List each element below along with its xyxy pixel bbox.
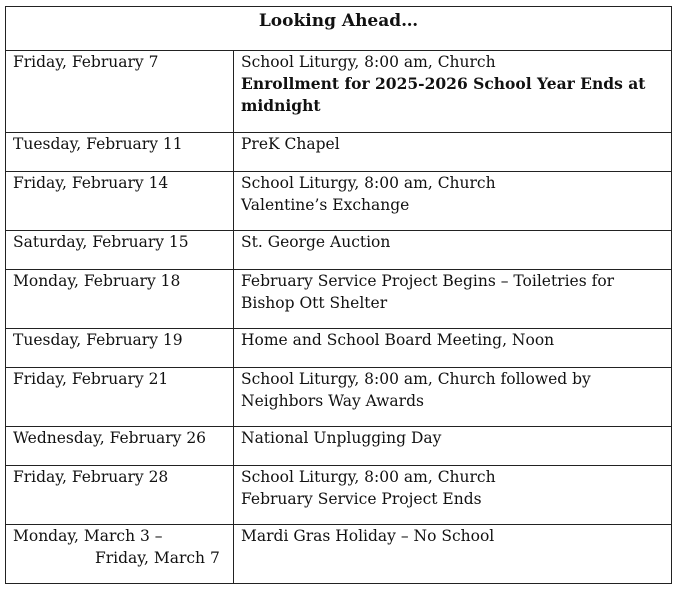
event-description	[234, 133, 672, 172]
event-description	[234, 427, 672, 466]
table-row	[6, 133, 672, 172]
event-line: National Unplugging Day	[241, 429, 442, 447]
event-description	[234, 466, 672, 525]
table-row	[6, 329, 672, 368]
event-line: Home and School Board Meeting, Noon	[241, 331, 555, 349]
event-date: Friday, February 7	[6, 51, 234, 133]
event-date	[6, 525, 234, 584]
event-date: Tuesday, February 11	[6, 133, 234, 172]
event-line: February Service Project Ends	[241, 490, 482, 508]
event-date-end: Friday, March 7	[95, 549, 220, 567]
table-row	[6, 231, 672, 270]
table-row	[6, 466, 672, 525]
event-date: Friday, February 21	[6, 368, 234, 427]
event-line-bold: Enrollment for 2025-2026 School Year Ends at midnight	[241, 74, 646, 115]
event-date-start: Monday, March 3 –	[13, 527, 163, 545]
event-line: School Liturgy, 8:00 am, Church	[241, 468, 496, 486]
event-description	[234, 368, 672, 427]
table-row	[6, 427, 672, 466]
event-date: Friday, February 28	[6, 466, 234, 525]
table-row	[6, 525, 672, 584]
event-description	[234, 172, 672, 231]
event-line: St. George Auction	[241, 233, 391, 251]
table-header-row	[6, 7, 672, 51]
event-date: Wednesday, February 26	[6, 427, 234, 466]
table-row	[6, 51, 672, 133]
event-date: Monday, February 18	[6, 270, 234, 329]
table-row	[6, 172, 672, 231]
table-row	[6, 270, 672, 329]
event-description	[234, 231, 672, 270]
event-line: School Liturgy, 8:00 am, Church followed by Neighbors Way Awards	[241, 370, 591, 410]
events-table	[5, 6, 672, 584]
event-description	[234, 270, 672, 329]
event-line: Mardi Gras Holiday – No School	[241, 527, 495, 545]
event-description	[234, 329, 672, 368]
event-date: Saturday, February 15	[6, 231, 234, 270]
event-line: School Liturgy, 8:00 am, Church	[241, 174, 496, 192]
event-line: Valentine’s Exchange	[241, 196, 410, 214]
event-description	[234, 51, 672, 133]
table-row	[6, 368, 672, 427]
event-line: School Liturgy, 8:00 am, Church	[241, 53, 496, 71]
event-line: PreK Chapel	[241, 135, 340, 153]
table-title: Looking Ahead…	[6, 7, 672, 51]
event-line: February Service Project Begins – Toiletries for Bishop Ott Shelter	[241, 272, 615, 312]
event-description	[234, 525, 672, 584]
events-body	[6, 51, 672, 584]
event-date: Friday, February 14	[6, 172, 234, 231]
event-date: Tuesday, February 19	[6, 329, 234, 368]
